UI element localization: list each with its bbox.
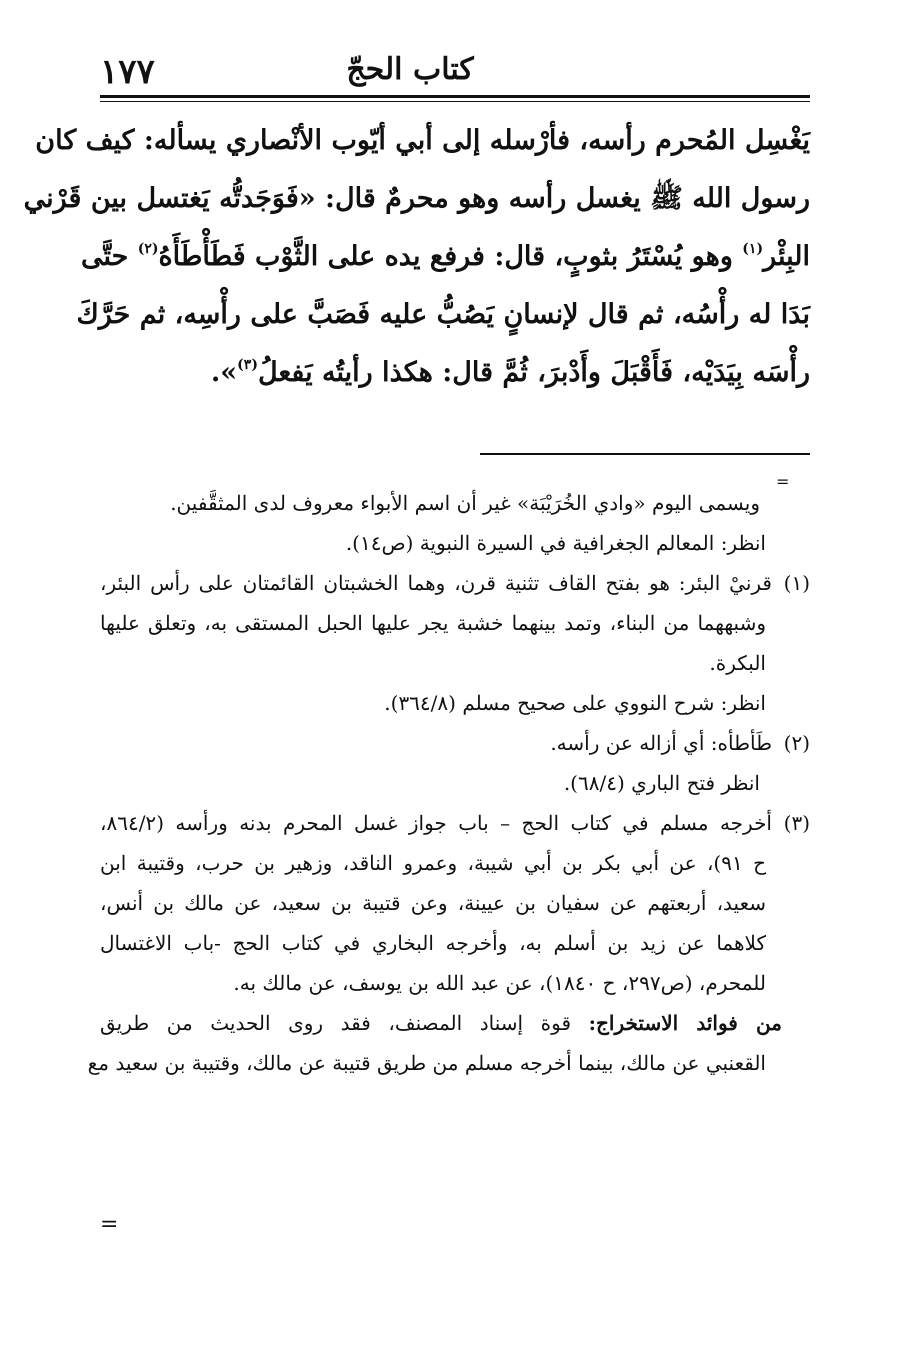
main-segment: البِئْر — [763, 241, 810, 272]
end-continuation-mark: = — [100, 1212, 119, 1237]
main-segment: رأْسَه بِيَدَيْه، فَأَقْبَلَ وأَدْبرَ، ثُمَّ قال: هكذا رأيتُه يَفعلُ — [257, 357, 810, 388]
main-line — [80, 228, 810, 286]
footnote-line: البكرة. — [709, 651, 766, 675]
footnote-line: ويسمى اليوم «وادي الخُرَيْبَة» غير أن اسم الأبواء معروف لدى المثقَّفين. — [170, 491, 760, 515]
main-line: رسول الله ﷺ يغسل رأسه وهو محرمٌ قال: «فَوَجَدتُّه يَغتسل بين قَرْني — [23, 183, 810, 214]
footnote-line: انظر: المعالم الجغرافية في السيرة النبوية (ص١٤). — [345, 531, 766, 555]
page-number: ١٧٧ — [100, 52, 155, 92]
main-segment: وهو يُسْتَرُ بثوبٍ، قال: فرفع يده على الثَّوْب فَطَأْطَأَهُ — [158, 241, 733, 272]
benefits-line — [100, 1003, 810, 1043]
footnotes — [87, 483, 810, 1083]
main-segment: ». — [210, 357, 238, 388]
benefits-text: قوة إسناد المصنف، فقد روى الحديث من طريق — [100, 1011, 589, 1035]
header-rule-thick — [100, 95, 810, 98]
footnote-ref: (٢) — [137, 241, 159, 257]
footnote-line: وشبههما من البناء، وتمد بينهما خشبة يجر عليها الحبل المستقى به، وتعلق عليها — [100, 611, 766, 635]
footnote-line: ح ٩١)، عن أبي بكر بن أبي شيبة، وعمرو الناقد، وزهير بن حرب، وقتيبة ابن — [100, 851, 766, 875]
footnote-ref: (١) — [742, 241, 764, 257]
header-rule-thin — [100, 101, 810, 102]
main-text — [23, 112, 810, 402]
benefits-label: من فوائد الاستخراج: — [588, 1011, 782, 1035]
benefits-line: القعنبي عن مالك، بينما أخرجه مسلم من طريق قتيبة عن مالك، وقتيبة بن سعيد مع — [87, 1051, 766, 1075]
footnote-source: انظر: شرح النووي على صحيح مسلم (٣٦٤/٨). — [384, 691, 766, 715]
footnote-text: أخرجه مسلم في كتاب الحج – باب جواز غسل المحرم بدنه ورأسه (٨٦٤/٢، — [100, 811, 772, 835]
footnote-3 — [100, 803, 810, 843]
footnote-text: طَأطأه: أي أزاله عن رأسه. — [550, 731, 772, 755]
main-line: بَدَا له رأْسُه، ثم قال لإنسانٍ يَصُبُّ عليه فَصَبَّ على رأْسِه، ثم حَرَّكَ — [76, 299, 810, 330]
continuation-mark: = — [776, 472, 790, 491]
footnote-number: (٢) — [783, 731, 810, 755]
running-title: كتاب الحجّ — [346, 52, 474, 87]
footnote-line: سعيد، أربعتهم عن سفيان بن عيينة، وعن قتيبة بن سعيد، عن مالك بن أنس، — [100, 891, 766, 915]
main-line — [100, 344, 810, 402]
footnote-number: (٣) — [783, 811, 810, 835]
footnote-text: قرنيْ البئر: هو بفتح القاف تثنية قرن، وهما الخشبتان القائمتان على رأس البئر، — [100, 571, 772, 595]
footnote-2 — [100, 723, 810, 763]
footnote-1 — [100, 563, 810, 603]
footnote-number: (١) — [783, 571, 810, 595]
footnote-ref: (٣) — [237, 357, 258, 373]
footnote-source: انظر فتح الباري (٦٨/٤). — [563, 771, 760, 795]
main-segment: حتَّى — [80, 241, 129, 272]
footnote-line: للمحرم، (ص٢٩٧، ح ١٨٤٠)، عن عبد الله بن يوسف، عن مالك به. — [233, 971, 766, 995]
footnote-line: كلاهما عن زيد بن أسلم به، وأخرجه البخاري في كتاب الحج -باب الاغتسال — [100, 931, 766, 955]
footnote-separator — [480, 453, 810, 455]
main-line: يَغْسِل المُحرم رأسه، فأرْسله إلى أبي أيّوب الأنْصاري يسأله: كيف كان — [35, 125, 810, 156]
